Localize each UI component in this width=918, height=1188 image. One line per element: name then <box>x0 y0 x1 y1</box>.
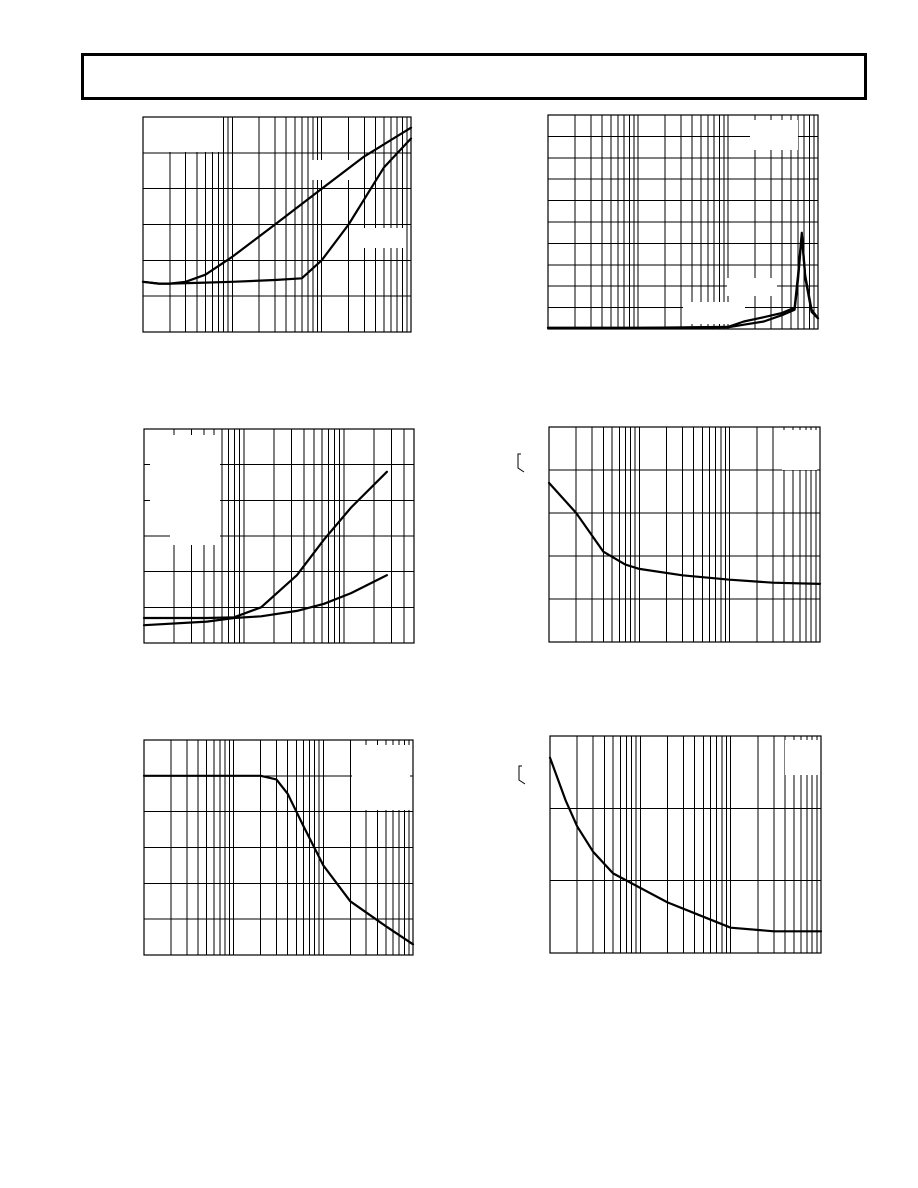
axis-symbol-bottom-right <box>516 764 528 786</box>
chart-middle-right <box>549 427 820 642</box>
legend-label-box <box>683 302 745 324</box>
legend-label-box <box>782 430 817 470</box>
chart-grid <box>549 427 820 642</box>
legend-label-box <box>352 745 410 810</box>
legend-label-box <box>785 740 818 775</box>
chart-bottom-right <box>550 736 821 953</box>
legend-label-box <box>149 117 219 152</box>
legend-label-box <box>170 515 220 545</box>
series-line-1 <box>549 483 820 584</box>
legend-label-box <box>150 435 220 515</box>
chart-middle-left <box>144 429 414 643</box>
series-line-1 <box>550 758 821 932</box>
plot-frame <box>549 427 820 642</box>
series-line-2 <box>143 139 411 284</box>
legend-label-box <box>360 228 405 248</box>
chart-bottom-left <box>144 740 413 955</box>
legend-label-box <box>750 120 798 150</box>
axis-symbol-middle-right <box>515 452 527 474</box>
legend-label-box <box>727 278 777 296</box>
page-header-box <box>81 53 867 100</box>
chart-top-right <box>548 115 818 329</box>
plot-frame <box>550 736 821 953</box>
chart-grid <box>550 736 821 953</box>
legend-label-box <box>310 160 360 180</box>
chart-top-left <box>143 117 411 332</box>
